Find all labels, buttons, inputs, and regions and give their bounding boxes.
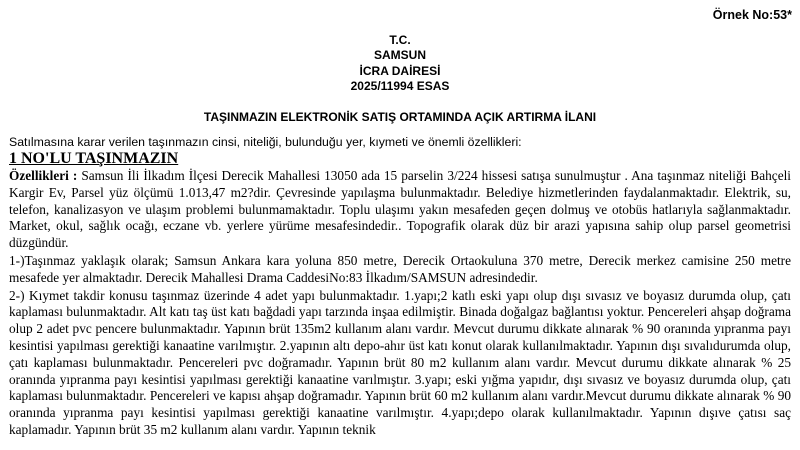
paragraph-location: 1-)Taşınmaz yaklaşık olarak; Samsun Ankara kara yoluna 850 metre, Derecik Ortaokuluna 370 metre, Derecik merkez camisine 250 metre mesafede yer almaktadır. Derecik Mahallesi Drama CaddesiNo:83 İlkadım/SAMSUN adresindedir.: [9, 252, 791, 285]
court-header: [0, 33, 800, 94]
header-line-office: İCRA DAİRESİ: [359, 63, 441, 78]
header-line-case-number: 2025/11994 ESAS: [350, 78, 450, 93]
sample-number: Örnek No:53*: [712, 8, 792, 22]
header-line-tc: T.C.: [389, 33, 411, 47]
section-title: 1 NO'LU TAŞINMAZIN: [9, 150, 179, 167]
features-text: Samsun İli İlkadım İlçesi Derecik Mahallesi 13050 ada 15 parselin 3/224 hissesi satışa sunulmuştur . Ana taşınmaz niteliği Bahçeli Kargir Ev, Parsel yüz ölçümü 1.013,47 m2?dir. Çevresinde yapılaşma bulunmaktadır. Belediye hizmetlerinden faydalanmaktadır. Elektrik, su, telefon, kanalizasyon ve ulaşım problemi bulunmamaktadır. Toplu ulaşımı yakın mesafeden geçen dolmuş ve otobüs hatlarıyla sağlanmaktadır. Market, okul, sağlık ocağı, eczane vb. yerlere yürüme mesafesindedir.. Topografik olarak düz bir arazi yapısına sahip olup parsel geometrisi düzgündür.: [9, 168, 791, 251]
features-paragraph: [9, 168, 791, 252]
intro-text: Satılmasına karar verilen taşınmazın cinsi, niteliği, bulunduğu yer, kıymeti ve önemli özellikleri:: [9, 135, 522, 149]
paragraph-buildings: 2-) Kıymet takdir konusu taşınmaz üzerinde 4 adet yapı bulunmaktadır. 1.yapı;2 katlı eski yapı olup dışı sıvasız ve boyasız durumda olup, çatı kaplaması bulunmaktadır. Alt katı taş üst katı bağdadi yapı tarzında inşaa edilmiştir. Binada doğalgaz bağlantısı yoktur. Pencereleri ahşap doğrama olup 2 adet pvc pencere bulunmaktadır. Yapının brüt 135m2 kullanım alanı vardır. Mevcut durumu dikkate alınarak % 90 oranında yıpranma payı kesintisi yapılması gerektiği kanaatine varılmıştır. 2.yapının altı depo-ahır üst katı konut olarak kullanılmaktadır. Yapının dışı sıvalıdurumda olup, çatı kaplaması bulunmaktadır. Pencereleri pvc doğramadır. Yapının brüt 80 m2 kullanım alanı vardır. Mevcut durumu dikkate alınarak % 25 oranında yıpranma payı kesintisi yapılması gerektiği kanaatine varılmıştır. 3.yapı; eski yığma yapıdır, dışı sıvasız ve boyasız durumda olup, çatı kaplaması bulunmaktadır. Pencereleri ve kapısı ahşap doğramadır. Yapının brüt 60 m2 kullanım alanı vardır.Mevcut durumu dikkate alınarak % 90 oranında yıpranma payı kesintisi yapılması gerektiği kanaatine varılmıştır. 4.yapı;depo olarak kullanılmaktadır. Yapının dışıve çatısı saç kaplamadır. Yapının brüt 35 m2 kullanım alanı vardır. Yapının teknik: [9, 287, 791, 437]
document-body: [9, 168, 791, 440]
features-label: Özellikleri :: [9, 168, 78, 183]
announcement-title: TAŞINMAZIN ELEKTRONİK SATIŞ ORTAMINDA AÇIK ARTIRMA İLANI: [203, 110, 597, 124]
header-line-city: SAMSUN: [373, 48, 426, 63]
